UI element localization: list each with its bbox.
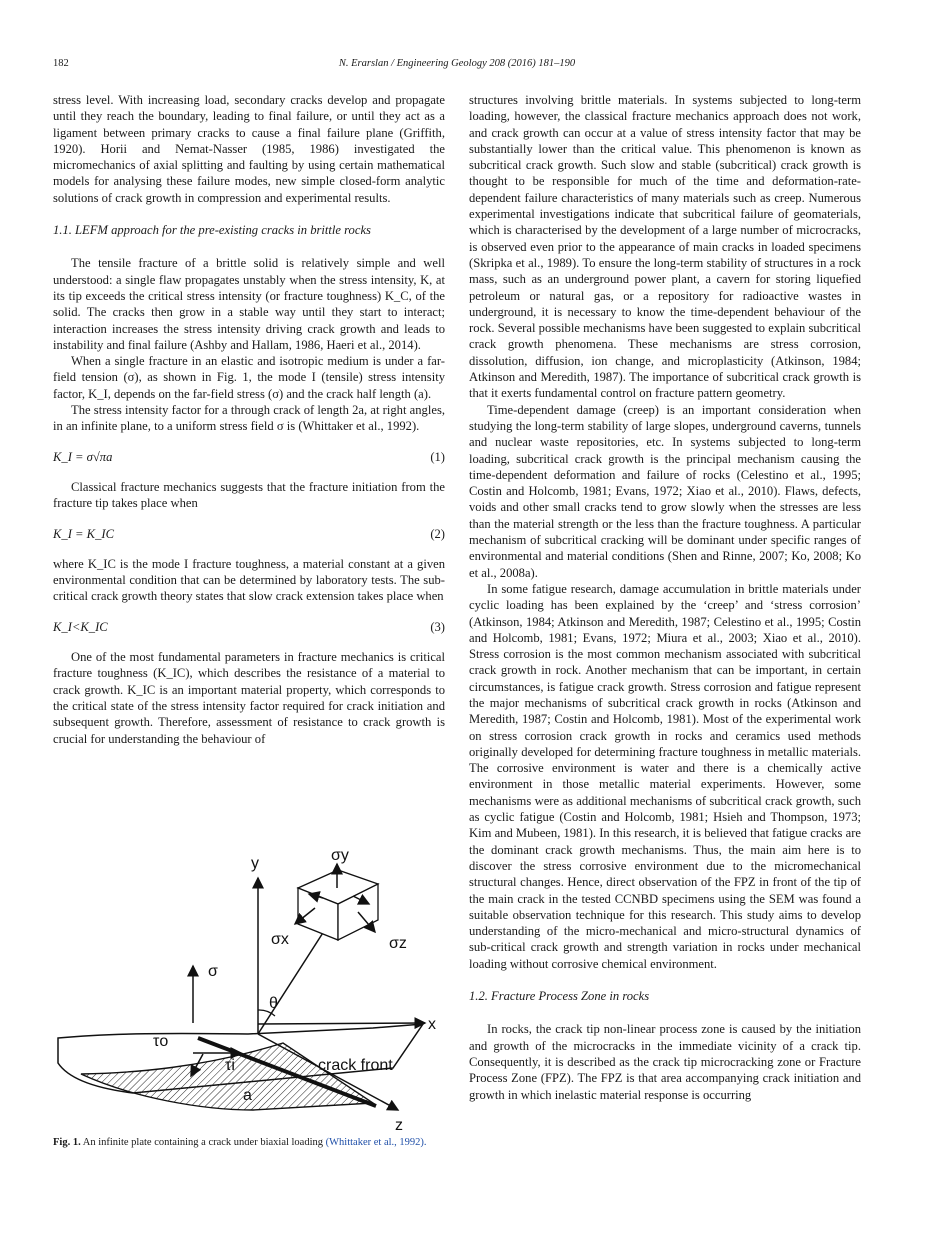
tau-o-label: τo xyxy=(153,1033,169,1050)
paragraph: stress level. With increasing load, secondary cracks develop and propagate until they reach the boundary, leading to final failure, or until they act as a ligament between primary cracks to cause a final failure plane (Griffith, 1920). Horii and Nemat-Nasser (1985, 1986) investigated the micromechanics of axial splitting and faulting by using certain mathematical models for analysing these failure modes, new simple closed-form analytic solutions of crack growth in compression and experimental results. xyxy=(53,93,445,205)
sigma-label: σ xyxy=(208,963,218,980)
paragraph: In rocks, the crack tip non-linear process zone is caused by the initiation and growth of the microcracks in the immediate vicinity of a crack tip. Consequently, it is described as the crack tip microcracking zone or Fracture Process Zone (FPZ). The FPZ is that area accompanying crack initiation and growth in which inelastic material response is occurring xyxy=(469,1022,861,1102)
caption-reference-link[interactable]: (Whittaker et al., 1992). xyxy=(325,1137,427,1148)
section-heading: 1.2. Fracture Process Zone in rocks xyxy=(469,989,650,1004)
left-column xyxy=(53,92,445,747)
page-number: 182 xyxy=(53,58,69,69)
paragraph: Time-dependent damage (creep) is an important consideration when studying the long-term stability of large slopes, underground caverns, tunnels and nuclear waste repositories, etc. In systems subjected to long-term loading, subcritical crack growth is the principal mechanism causing the time-dependent deformation and failure of rocks (Celestino et al., 1995; Costin and Holcomb, 1981; Evans, 1972; Xiao et al., 2010). Flaws, defects, voids and other small cracks tend to grow slowly when the stresses are less than the material strength or the less than the fracture toughness. A particular mechanism of subcritical cracking will be dominant under specific ranges of environmental and material conditions (Shen and Rinne, 2007; Ko, 2008; Ko et al., 2008a). xyxy=(469,402,861,580)
paragraph: The stress intensity factor for a through crack of length 2a, at right angles, in an infinite plane, to a uniform stress field σ is (Whittaker et al., 1992). xyxy=(53,403,445,434)
section-heading: 1.1. LEFM approach for the pre-existing cracks in brittle rocks xyxy=(53,223,371,238)
paragraph: The tensile fracture of a brittle solid is relatively simple and well understood: a single flaw propagates unstably when the stress intensity, K, at its tip exceeds the critical stress intensity (or fracture toughness) K_C, of the solid. The cracks then grow in a stable way until they start to interact; interaction increases the stress intensity driving crack growth and leads to instability and final failure (Ashby and Hallam, 1986, Haeri et al., 2014). xyxy=(53,256,445,352)
figure-1 xyxy=(53,848,445,1148)
page-header xyxy=(53,58,861,72)
equation-3: K_I<K_IC (3) xyxy=(53,619,445,634)
theta-label: θ xyxy=(269,995,278,1012)
paragraph: When a single fracture in an elastic and isotropic medium is under a far-field tension (σ), as shown in Fig. 1, the mode I (tensile) stress intensity factor, K_I, depends on the far-field stress (σ) and the crack half length (a). xyxy=(53,354,445,401)
right-column xyxy=(469,92,861,1103)
crack-diagram xyxy=(53,848,445,1133)
paragraph: where K_IC is the mode I fracture toughness, a material constant at a given environmental condition that can be determined by laboratory tests. The sub-critical crack growth theory states that slow crack extension takes place when xyxy=(53,556,445,604)
x-axis-label: x xyxy=(428,1016,436,1033)
journal-citation: N. Erarslan / Engineering Geology 208 (2016) 181–190 xyxy=(338,58,576,69)
tau-i-label: τi xyxy=(225,1057,235,1074)
paragraph: structures involving brittle materials. In systems subjected to long-term loading, however, the classical fracture mechanics approach does not work, and crack growth can occur at a value of stress intensity factor that may be substantially lower than the critical value. This phenomenon is known as subcritical crack growth. Such slow and stable (subcritical) crack growth is thought to be responsible for much of the time and deformation-rate-dependent failure characteristics of many materials such as creep. Numerous experimental investigations indicate that subcritical failure of geomaterials, which is characterised by the development of a large number of microcracks, is observed even prior to the appearance of main cracks in loaded specimens (Skripka et al., 1989). To ensure the long-term stability of structures in a rock mass, such as an underground power plant, a cavern for storing liquefied petroleum or natural gas, or a repository for radioactive wastes in underground, it is necessary to know the time-dependent behaviour of the rock. Several possible mechanisms have been suggested to explain subcritical crack growth phenomena. These mechanisms are stress corrosion, dissolution, diffusion, ion change, and microplasticity (Atkinson, 1984; Atkinson and Meredith, 1987). The importance of subcritical crack growth is that it exerts fundamental control on fracture pattern geometry. xyxy=(469,93,861,401)
a-label: a xyxy=(243,1087,252,1104)
sigma-y-label: σy xyxy=(331,848,349,864)
paragraph: One of the most fundamental parameters in fracture mechanics is critical fracture toughness (K_IC), which describes the resistance of a material to crack growth. K_IC is an important material property, which corresponds to the critical state of the stress intensity factor required for crack initiation and subsequent growth. Therefore, assessment of resistance to crack growth is crucial for understanding the behaviour of xyxy=(53,650,445,746)
paragraph: In some fatigue research, damage accumulation in brittle materials under cyclic loading has been explained by the ‘creep’ and ‘stress corrosion’ (Atkinson, 1984; Atkinson and Meredith, 1987; Celestino et al., 1995; Costin and Holcomb, 1981; Evans, 1972; Miura et al., 2003; Xiao et al., 2010). Stress corrosion is the most common mechanism associated with subcritical crack growth in rock. Another mechanism that can be important, in certain circumstances, is fatigue crack growth. Stress corrosion and fatigue represent the major mechanisms of subcritical crack growth in rocks (Atkinson and Meredith, 1987; Costin and Holcomb, 1981). Most of the experimental work on stress corrosion crack growth in rocks and ceramics used methods originally developed for determining fracture toughness in metallic materials. The corrosive environment is water and there is a chemically active environment in those metallic material experiments. However, some mechanisms were as additional mechanisms of subcritical crack growth, such as cyclic fatigue (Costin and Holcomb, 1981; Hsieh and Thompson, 1973; Kim and Mubeen, 1981). In this research, it is believed that fatigue cracks are the dominant crack growth mechanisms. Thus, the main aim here is to discover the stress corrosive environment due to the micromechanical structural changes. Hence, direct observation of the FPZ in front of the tip of the main crack in the tested CCNBD specimens using the SEM was found a suitable observation technique for this research. This study aims to develop understanding of the micro-mechanical and micro-structural dynamics of sub-critical crack growth and strength variation in rocks under mechanical loading without corrosive chemical environment. xyxy=(469,581,861,971)
equation-1: K_I = σ√πa (1) xyxy=(53,449,445,464)
crack-front-label: crack front xyxy=(318,1057,393,1074)
sigma-z-label: σz xyxy=(389,935,407,952)
paragraph: Classical fracture mechanics suggests that the fracture initiation from the fracture tip takes place when xyxy=(53,479,445,511)
equation-2: K_I = K_IC (2) xyxy=(53,526,445,541)
z-axis-label: z xyxy=(395,1117,403,1133)
figure-caption: Fig. 1. An infinite plate containing a crack under biaxial loading (Whittaker et al., 1992). xyxy=(53,1137,427,1148)
y-axis-label: y xyxy=(251,855,259,872)
sigma-x-label: σx xyxy=(271,931,289,948)
